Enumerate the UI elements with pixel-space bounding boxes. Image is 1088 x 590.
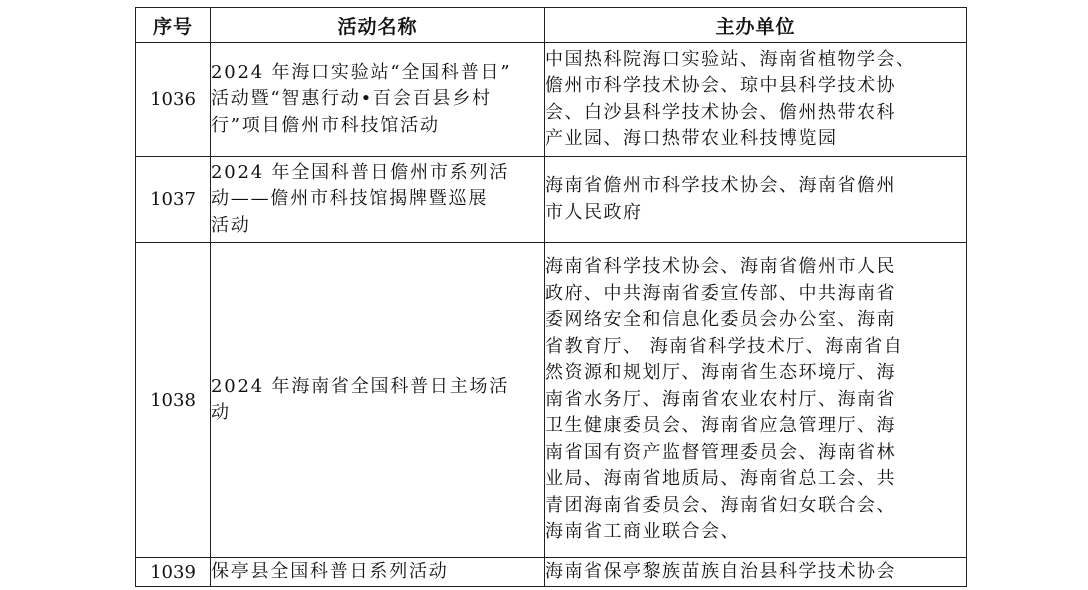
text-line: 委网络安全和信息化委员会办公室、海南 <box>545 309 896 331</box>
organizer-cell <box>545 157 967 243</box>
organizer-cell <box>545 558 967 587</box>
text-line: 活动暨“智惠行动•百会百县乡村 <box>211 88 492 110</box>
activity-name-cell <box>211 558 545 587</box>
text-line: 海南省儋州市科学技术协会、海南省儋州 <box>545 175 896 196</box>
activity-name-cell <box>211 157 545 243</box>
row-index: 1037 <box>136 157 211 243</box>
text-line: 海南省科学技术协会、海南省儋州市人民 <box>545 256 896 278</box>
row-index: 1039 <box>136 558 211 587</box>
text-line: 然资源和规划厅、海南省生态环境厅、海 <box>545 362 896 384</box>
row-index: 1038 <box>136 243 211 558</box>
organizer-cell <box>545 43 967 157</box>
text-line: 业局、海南省地质局、海南省总工会、共 <box>545 468 896 490</box>
text-line: 南省国有资产监督管理委员会、海南省林 <box>545 441 896 463</box>
text-line: 2024 年海口实验站“全国科普日” <box>211 61 512 83</box>
header-activity-name: 活动名称 <box>211 8 545 43</box>
table-row <box>136 243 967 558</box>
text-line: 动 <box>211 402 231 423</box>
table-row <box>136 157 967 243</box>
organizer-cell <box>545 243 967 558</box>
text-line: 省教育厅、 海南省科学技术厅、海南省自 <box>545 335 904 357</box>
activity-name-cell <box>211 243 545 558</box>
text-line: 南省水务厅、海南省农业农村厅、海南省 <box>545 388 896 410</box>
text-line: 行”项目儋州市科技馆活动 <box>211 114 440 136</box>
text-line: 海南省工商业联合会、 <box>545 521 740 543</box>
text-line: 青团海南省委员会、海南省妇女联合会、 <box>545 494 896 516</box>
table-header-row <box>136 8 967 43</box>
text-line: 市人民政府 <box>545 201 643 223</box>
header-index: 序号 <box>136 8 211 43</box>
row-index: 1036 <box>136 43 211 157</box>
text-line: 活动 <box>211 214 251 236</box>
table-row <box>136 558 967 587</box>
text-line: 儋州市科学技术协会、琼中县科学技术协 <box>545 75 896 96</box>
text-line: 2024 年海南省全国科普日主场活 <box>211 375 510 397</box>
text-line: 海南省保亭黎族苗族自治县科学技术协会 <box>545 560 896 582</box>
header-organizer: 主办单位 <box>545 8 967 43</box>
text-line: 会、白沙县科学技术协会、儋州热带农科 <box>545 101 896 123</box>
text-line: 动——儋州市科技馆揭牌暨巡展 <box>211 188 489 210</box>
text-line: 政府、中共海南省委宣传部、中共海南省 <box>545 282 896 304</box>
text-line: 卫生健康委员会、海南省应急管理厅、海 <box>545 415 896 437</box>
text-line: 保亭县全国科普日系列活动 <box>211 560 449 582</box>
text-line: 2024 年全国科普日儋州市系列活 <box>211 161 510 183</box>
activity-table <box>135 7 967 587</box>
table-row <box>136 43 967 157</box>
text-line: 产业园、海口热带农业科技博览园 <box>545 128 838 149</box>
activity-name-cell <box>211 43 545 157</box>
text-line: 中国热科院海口实验站、海南省植物学会、 <box>545 48 916 70</box>
